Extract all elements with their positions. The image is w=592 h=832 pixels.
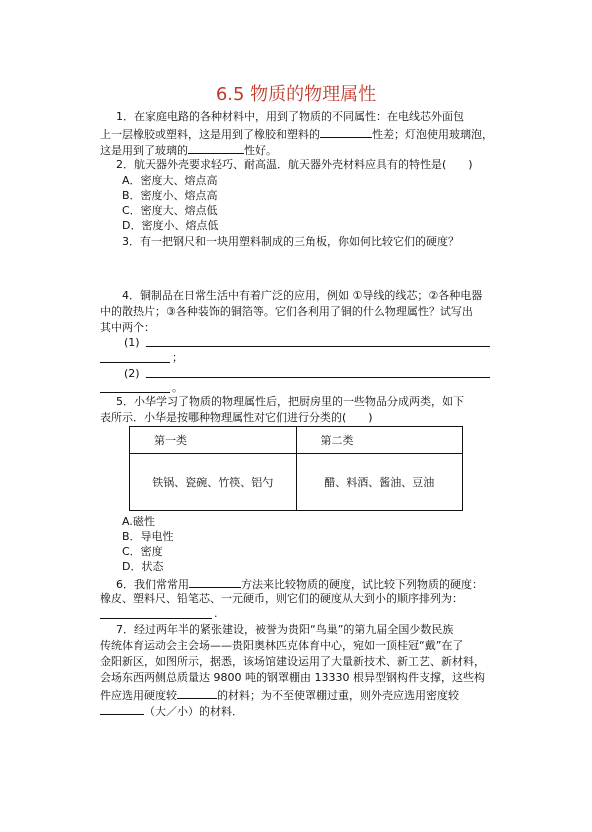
q6-line1-text-b: 方法来比较物质的硬度，试比较下列物质的硬度： (241, 578, 483, 591)
q2-option-d: D．密度小、熔点低 (122, 219, 219, 232)
q2-stem: 2．航天器外壳要求轻巧、耐高温．航天器外壳材料应具有的特性是( ) (116, 158, 473, 171)
q6-blank[interactable] (189, 575, 241, 588)
q4-line2: 中的散热片；③各种装饰的铜箔等。它们各利用了铜的什么物理属性？试写出 (100, 305, 473, 318)
q4-answer-1-label: (1) (124, 336, 140, 349)
q5-line2: 表所示．小华是按哪种物理属性对它们进行分类的( ) (100, 411, 373, 424)
q4-answer-2-label: (2) (124, 367, 140, 380)
q1-line2-text-b: 性差；灯泡使用玻璃泡， (372, 128, 493, 141)
q1-blank-1[interactable] (320, 125, 372, 138)
q3-stem: 3．有一把钢尺和一块用塑料制成的三角板，你如何比较它们的硬度？ (122, 235, 459, 248)
q6-answer-line[interactable] (100, 618, 212, 619)
q2-option-c: C．密度大、熔点低 (122, 204, 218, 217)
q7-line5-text: 件应选用硬度较 (100, 689, 177, 702)
q7-line2: 传统体育运动会主会场——贵阳奥林匹克体育中心，宛如一顶桂冠“戴”在了 (100, 639, 464, 652)
q4-answer-2-end: 。 (172, 381, 183, 394)
q5-option-a: A.磁性 (122, 515, 155, 528)
q7-line5-text-b: 的材料；为不至使罩棚过重，则外壳应选用密度较 (217, 689, 459, 702)
q4-answer-2-line[interactable] (146, 377, 490, 378)
page-title: 6.5 物质的物理属性 (215, 84, 377, 105)
q1-line1: 1．在家庭电路的各种材料中，用到了物质的不同属性：在电线芯外面包 (116, 110, 464, 123)
q7-blank-2[interactable] (100, 702, 144, 715)
q7-line6-text: （大／小）的材料． (144, 705, 243, 718)
q4-line1: 4．铜制品在日常生活中有着广泛的应用，例如 ①导线的线芯；②各种电器 (122, 289, 483, 302)
classification-table (129, 426, 463, 511)
q7-line4: 会场东西两侧总质量达 9800 吨的钢罩棚由 13330 根异型钢构件支撑，这些构 (100, 671, 485, 684)
q2-option-b: B．密度小、熔点高 (122, 189, 218, 202)
q1-line3-text: 这是用到了玻璃的 (100, 144, 188, 157)
q4-answer-1-line-cont[interactable] (100, 362, 170, 363)
q4-answer-1-line[interactable] (146, 346, 490, 347)
q6-line1-text: 6．我们常常用 (116, 578, 189, 591)
table-cell-1: 铁锅、瓷碗、竹筷、铝勺 (130, 454, 297, 511)
q4-answer-2-line-cont[interactable] (100, 392, 170, 393)
q2-option-a: A．密度大、熔点高 (122, 174, 218, 187)
q1-line3-text-b: 性好。 (244, 144, 277, 157)
q5-option-d: D．状态 (122, 560, 164, 573)
table-header-1: 第一类 (130, 427, 297, 454)
q4-answer-1-end: ； (172, 351, 183, 364)
q1-blank-2[interactable] (188, 141, 244, 154)
q5-option-b: B．导电性 (122, 530, 174, 543)
q7-line1: 7．经过两年半的紧张建设，被誉为贵阳“鸟巢”的第九届全国少数民族 (116, 623, 454, 636)
q6-answer-end: . (214, 607, 218, 620)
q5-option-c: C．密度 (122, 545, 163, 558)
q1-line2-text: 上一层橡胶或塑料，这是用到了橡胶和塑料的 (100, 128, 320, 141)
table-header-2: 第二类 (296, 427, 463, 454)
q4-line3: 其中两个： (100, 321, 155, 334)
q5-line1: 5．小华学习了物质的物理属性后，把厨房里的一些物品分成两类，如下 (116, 395, 464, 408)
table-cell-2: 醋、料酒、酱油、豆油 (296, 454, 463, 511)
q6-line2: 橡皮、塑料尺、铅笔芯、一元硬币，则它们的硬度从大到小的顺序排列为： (100, 592, 463, 605)
q7-line3: 金阳新区，如图所示，据悉，该场馆建设运用了大量新技术、新工艺、新材料， (100, 655, 485, 668)
q7-blank-1[interactable] (177, 686, 217, 699)
q7-line6 (100, 702, 243, 720)
